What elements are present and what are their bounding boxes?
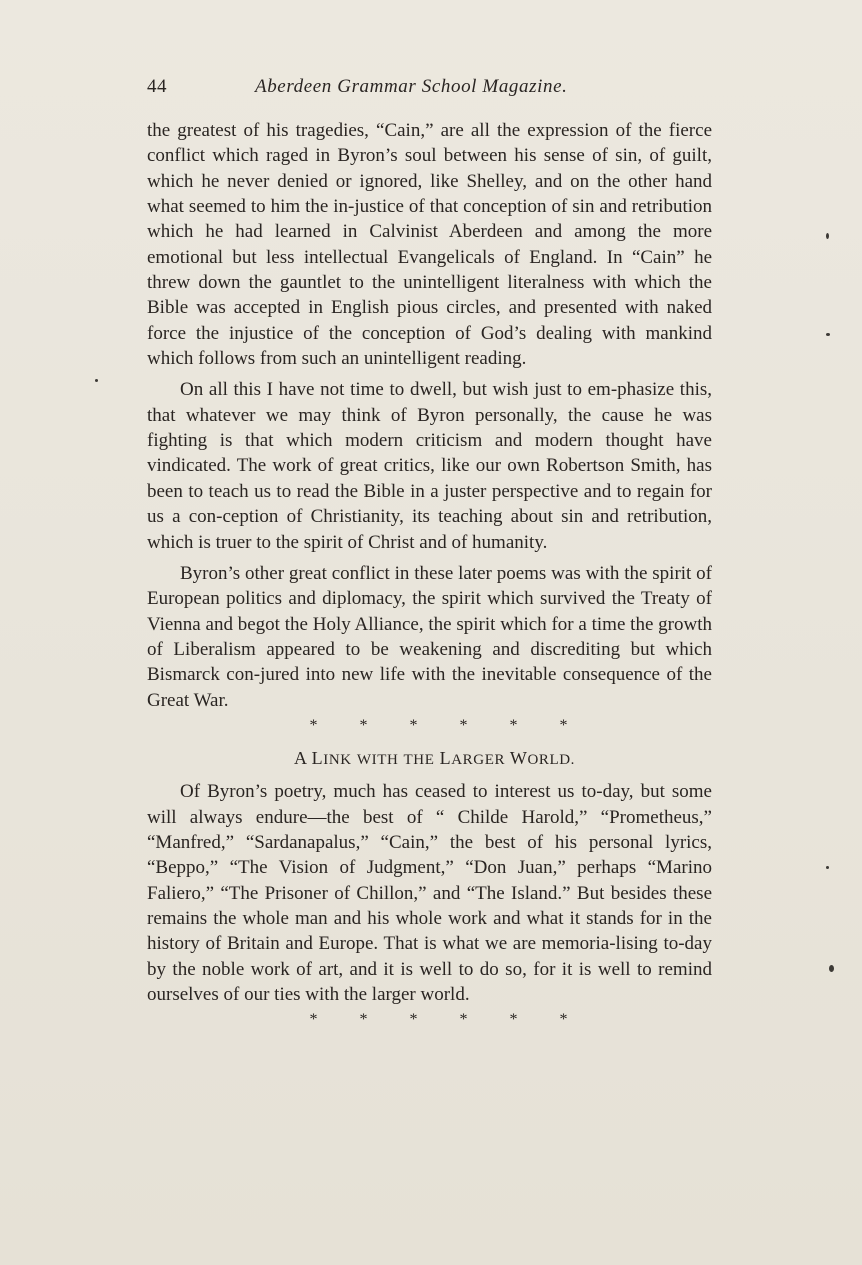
heading-initial: L bbox=[311, 747, 324, 768]
paragraph-cain: the greatest of his tragedies, “Cain,” are all the expression of the fierce conflict which raged in Byron’s soul between his sense of sin, of guilt, which he never denied or ignored, like Shelley, and on the other hand what seemed to him the in-justice of that conception of sin and retribution which he had learned in Calvinist Aberdeen and among the more emotional but less intellectual Evangelicals of England. In “Cain” he threw down the gauntlet to the unintelligent literalness with which the Bible was accepted in English pious circles, and presented with naked force the injustice of the conception of God’s dealing with mankind which follows from such an unintelligent reading. bbox=[147, 120, 712, 370]
heading-smallcaps: ARGER bbox=[451, 751, 506, 768]
heading-smallcaps: INK bbox=[323, 751, 352, 768]
paragraph-larger-world: Of Byron’s poetry, much has ceased to interest us to-day, but some will always endure—the best of “ Childe Harold,” “Prometheus,” “Manfred,” “Sardanapalus,” “Cain,” the best of his personal lyrics, “Beppo,” “The Vision of Judgment,” “Don Juan,” perhaps “Marino Faliero,” “The Prisoner of Chillon,” and “The Island.” But besides these remains the whole man and his whole work and what it stands for in the history of Britain and Europe. That is what we are memoria-lising to-day by the noble work of art, and it is well to do so, for it is well to remind ourselves of our ties with the larger world. bbox=[147, 781, 712, 1005]
heading-word: A bbox=[293, 747, 307, 768]
ink-speck bbox=[829, 965, 834, 972]
paragraph-criticism: On all this I have not time to dwell, but wish just to em-phasize this, that whatever we may think of Byron personally, the cause he was fighting is that which modern criticism and modern thought have vindicated. The work of great critics, like our own Robertson Smith, has been to teach us to read the Bible in a juster perspective and to regain for us a con-ception of Christianity, its teaching about sin and retribution, which is truer to the spirit of Christ and of humanity. bbox=[147, 379, 712, 553]
section-separator bbox=[147, 713, 712, 738]
page-header bbox=[147, 76, 712, 106]
asterisk-mark: * bbox=[309, 1011, 318, 1029]
heading-initial: W bbox=[509, 747, 528, 768]
paragraph-politics: Byron’s other great conflict in these later poems was with the spirit of European politics and diplomacy, the spirit which survived the Treaty of Vienna and begot the Holy Alliance, the spirit which for a time the growth of Liberalism appeared to be weakening and discrediting but which Bismarck con-jured into new life with the inevitable consequence of the Great War. bbox=[147, 562, 712, 711]
asterisk-mark: * bbox=[359, 1011, 368, 1029]
asterisk-mark: * bbox=[559, 1011, 568, 1029]
asterisk-mark: * bbox=[509, 1011, 518, 1029]
section-heading bbox=[147, 746, 712, 773]
running-title: Aberdeen Grammar School Magazine. bbox=[255, 76, 568, 97]
asterisk-mark: * bbox=[409, 716, 418, 734]
asterisk-mark: * bbox=[559, 716, 568, 734]
ink-speck bbox=[826, 333, 830, 336]
ink-speck bbox=[95, 379, 98, 382]
article-text bbox=[147, 118, 712, 1032]
asterisk-mark: * bbox=[509, 716, 518, 734]
heading-initial: L bbox=[439, 747, 452, 768]
page-number: 44 bbox=[147, 76, 167, 97]
asterisk-mark: * bbox=[309, 716, 318, 734]
asterisk-mark: * bbox=[409, 1011, 418, 1029]
heading-smallcaps: ORLD. bbox=[527, 751, 576, 768]
ink-speck bbox=[826, 233, 829, 239]
ink-speck bbox=[826, 866, 829, 869]
asterisk-mark: * bbox=[459, 716, 468, 734]
closing-separator bbox=[147, 1007, 712, 1032]
asterisk-mark: * bbox=[359, 716, 368, 734]
heading-smallcaps: THE bbox=[403, 751, 435, 768]
asterisk-mark: * bbox=[459, 1011, 468, 1029]
heading-smallcaps: WITH bbox=[356, 751, 399, 768]
